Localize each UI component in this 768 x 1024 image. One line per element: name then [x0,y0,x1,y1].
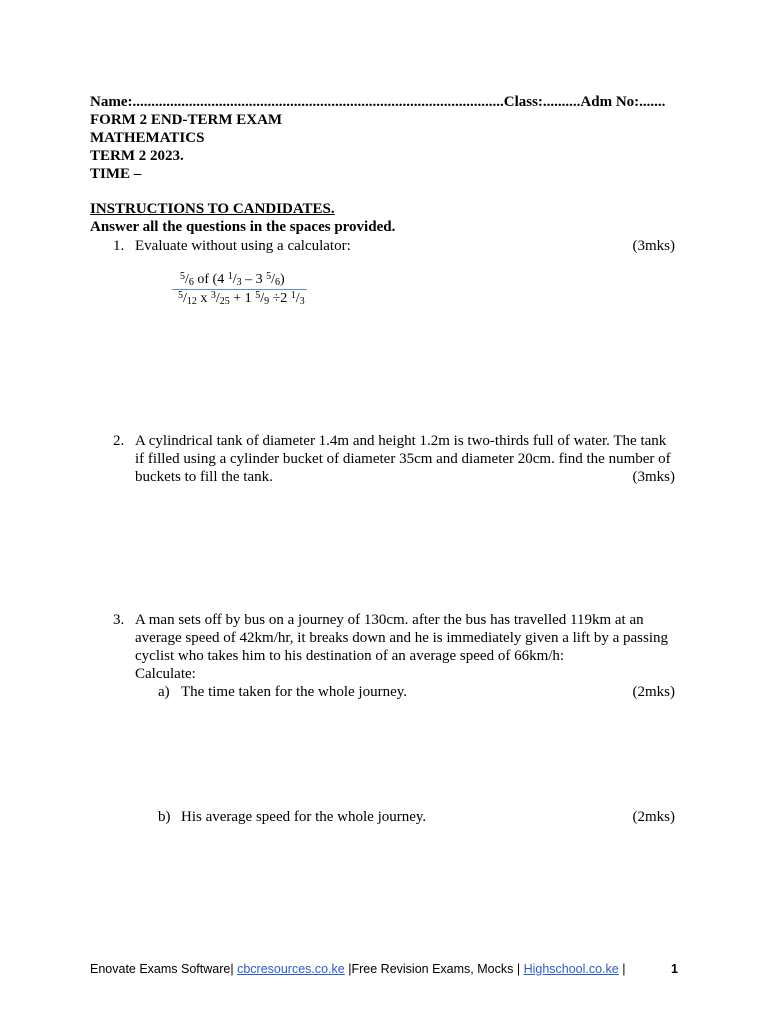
q2-line-1: A cylindrical tank of diameter 1.4m and height 1.2m is two-thirds full of water. The tank [135,433,667,449]
subject-title: MATHEMATICS [90,130,205,146]
term-line: TERM 2 2023. [90,148,184,164]
q3-line-2: average speed of 42km/hr, it breaks down and he is immediately given a lift by a passing [135,630,669,646]
q1-marks: (3mks) [632,238,675,254]
q2-marks: (3mks) [632,469,675,485]
footer-brand: Enovate Exams Software| [90,962,234,976]
q3a-label: a) [158,684,170,700]
instructions-title: INSTRUCTIONS TO CANDIDATES. [90,201,335,217]
q3b-text: His average speed for the whole journey. [181,809,427,825]
q3b-label: b) [158,809,171,825]
q2-number: 2. [113,433,125,449]
q3-line-4: Calculate: [135,666,196,682]
q2-line-3: buckets to fill the tank. [135,469,273,485]
footer-link-highschool[interactable]: Highschool.co.ke [523,962,619,976]
q2-line-2: if filled using a cylinder bucket of diameter 35cm and diameter 20cm. find the number of [135,451,671,467]
q1-text: Evaluate without using a calculator: [135,238,351,254]
footer [90,962,626,976]
q3-line-3: cyclist who takes him to his destination of an average speed of 66km/h: [135,648,565,664]
footer-end: | [622,962,626,976]
q3b-marks: (2mks) [632,809,675,825]
time-line: TIME – [90,166,142,182]
q3a-marks: (2mks) [632,684,675,700]
q3-number: 3. [113,612,125,628]
footer-middle: |Free Revision Exams, Mocks | [348,962,521,976]
instructions-text: Answer all the questions in the spaces provided. [90,219,396,235]
exam-title: FORM 2 END-TERM EXAM [90,112,283,128]
page-number: 1 [671,962,678,976]
q1-numerator: $^5/_6$ of (4 $^1/_3 - 3$ $^5/_6$) [180,271,285,288]
q1-number: 1. [113,238,125,254]
q1-denominator: $^5/_{12}$ x $^3/_{25} + 1$ $^5/_9 \div 2$ $^1/_3$ [178,290,305,307]
name-class-line: Name:...................................................................................................Class:..........Adm No:....... [90,94,666,110]
q3a-text: The time taken for the whole journey. [181,684,408,700]
q3-line-1: A man sets off by bus on a journey of 130cm. after the bus has travelled 119km at an [135,612,644,628]
footer-link-cbcresources[interactable]: cbcresources.co.ke [237,962,345,976]
